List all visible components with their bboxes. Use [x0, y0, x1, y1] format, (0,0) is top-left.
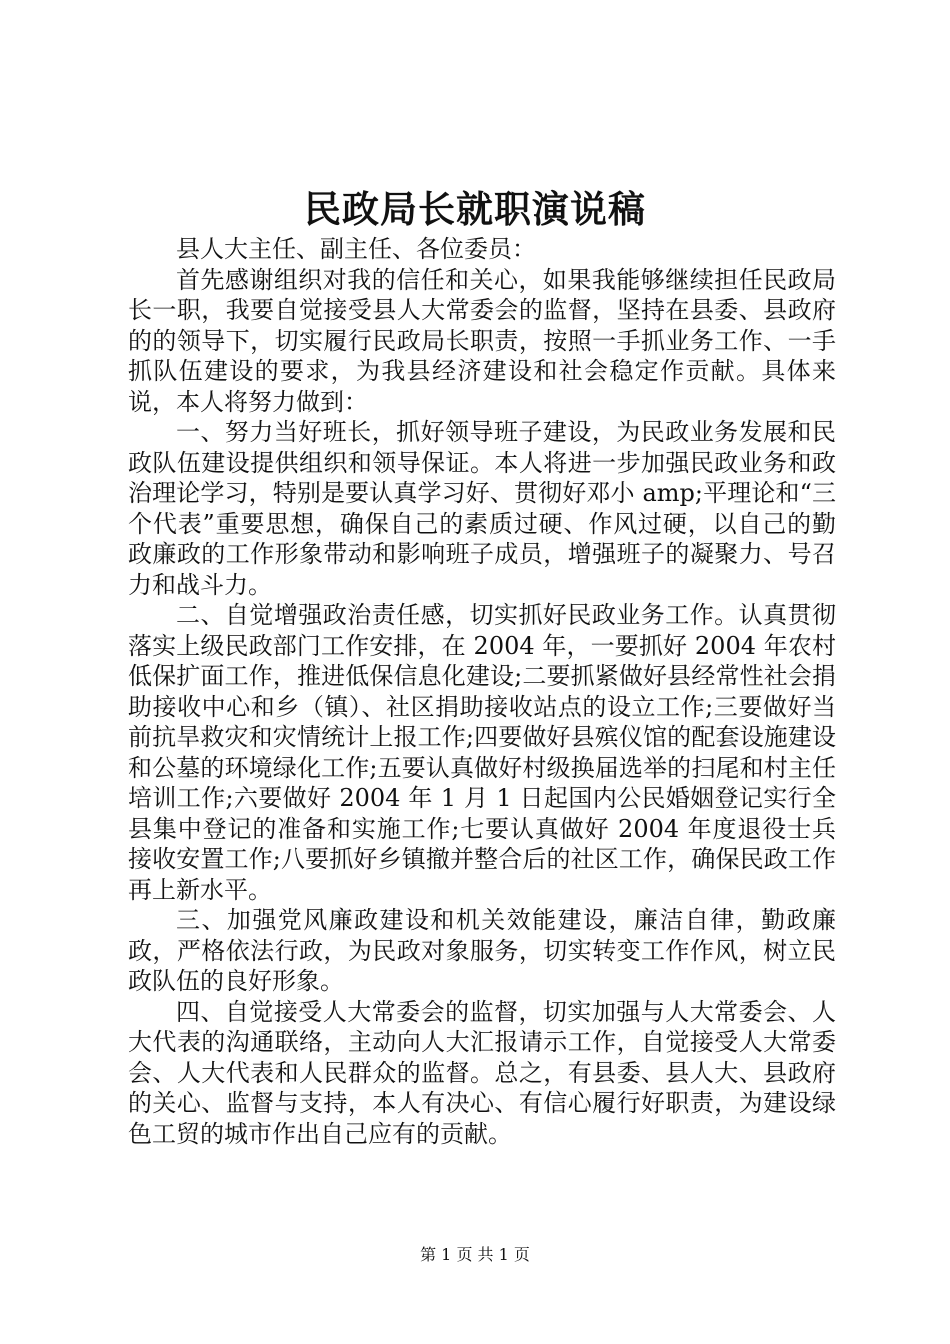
point-three-paragraph: 三、加强党风廉政建设和机关效能建设，廉洁自律，勤政廉政，严格依法行政，为民政对象服务，切实转变工作作风，树立民政队伍的良好形象。	[128, 906, 836, 995]
point-one-paragraph: 一、努力当好班长，抓好领导班子建设，为民政业务发展和民政队伍建设提供组织和领导保证。本人将进一步加强民政业务和政治理论学习，特别是要认真学习好、贯彻好邓小 amp;平理论和“三个代表”重要思想，确保自己的素质过硬、作风过硬，以自己的勤政廉政的工作形象带动和影响班子成员，增强班子的凝聚力、号召力和战斗力。	[128, 418, 836, 599]
document-title: 民政局长就职演说稿	[304, 187, 646, 231]
document-body	[128, 234, 836, 1149]
point-four-paragraph: 四、自觉接受人大常委会的监督，切实加强与人大常委会、人大代表的沟通联络，主动向人大汇报请示工作，自觉接受人大常委会、人大代表和人民群众的监督。总之，有县委、县人大、县政府的关心、监督与支持，本人有决心、有信心履行好职责，为建设绿色工贸的城市作出自己应有的贡献。	[128, 997, 836, 1148]
intro-paragraph: 首先感谢组织对我的信任和关心，如果我能够继续担任民政局长一职，我要自觉接受县人大常委会的监督，坚持在县委、县政府的的领导下，切实履行民政局长职责，按照一手抓业务工作、一手抓队伍建设的要求，为我县经济建设和社会稳定作贡献。具体来说，本人将努力做到：	[128, 265, 836, 416]
page-footer: 第 1 页 共 1 页	[420, 1245, 530, 1264]
salutation-paragraph: 县人大主任、副主任、各位委员：	[176, 235, 536, 263]
point-two-paragraph: 二、自觉增强政治责任感，切实抓好民政业务工作。认真贯彻落实上级民政部门工作安排，在 2004 年，一要抓好 2004 年农村低保扩面工作，推进低保信息化建设;二要抓紧做好县经常性社会捐助接收中心和乡（镇）、社区捐助接收站点的设立工作;三要做好当前抗旱救灾和灾情统计上报工作;四要做好县殡仪馆的配套设施建设和公墓的环境绿化工作;五要认真做好村级换届选举的扫尾和村主任培训工作;六要做好 2004 年 1 月 1 日起国内公民婚姻登记实行全县集中登记的准备和实施工作;七要认真做好 2004 年度退役士兵接收安置工作;八要抓好乡镇撤并整合后的社区工作，确保民政工作再上新水平。	[128, 601, 836, 904]
